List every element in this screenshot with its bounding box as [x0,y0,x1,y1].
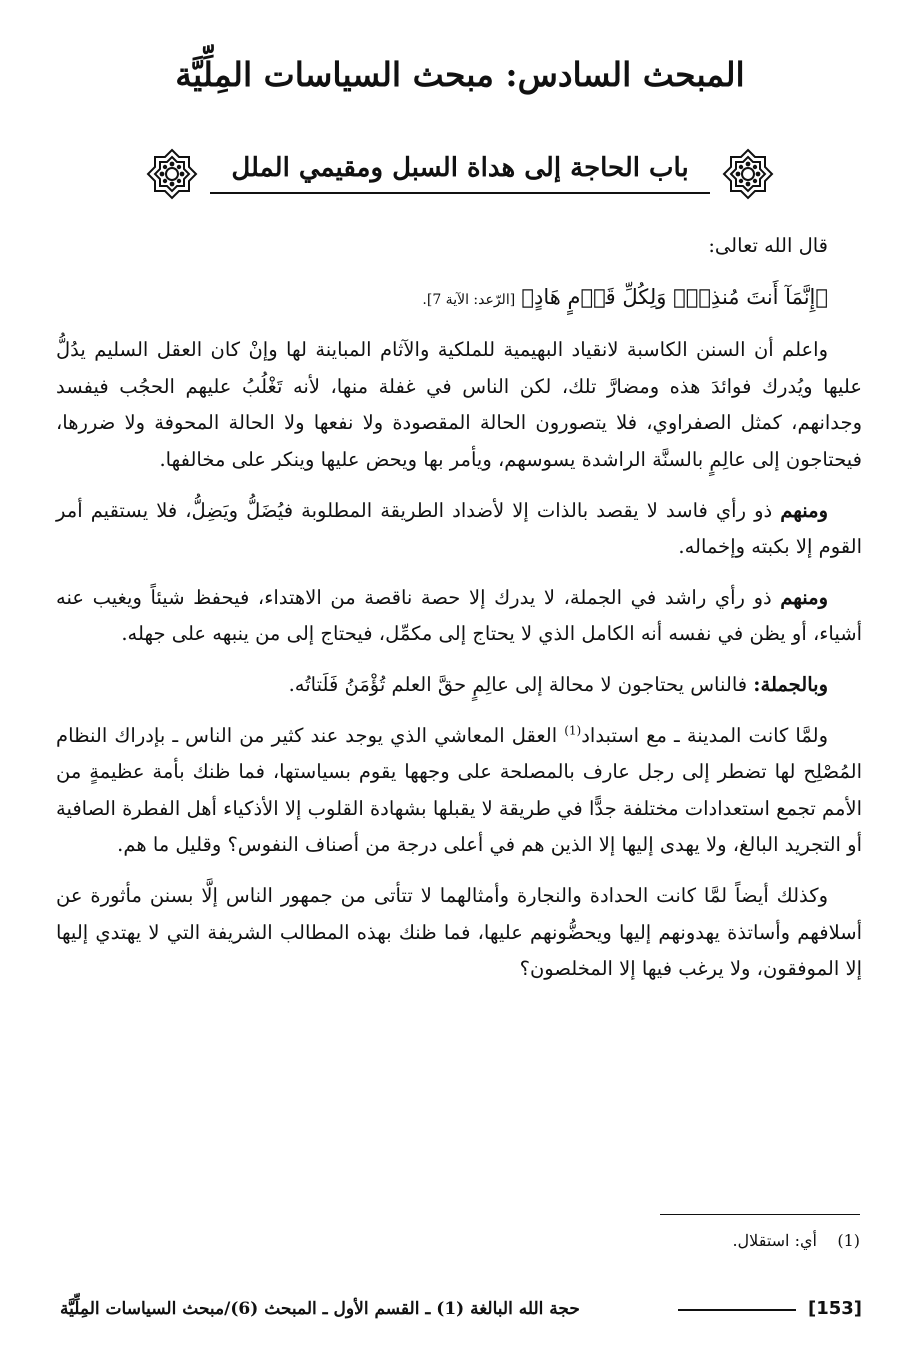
paragraph-crafts: وكذلك أيضاً لمَّا كانت الحدادة والنجارة وأمثالهما لا تتأتى من جمهور الناس إلَّا بسنن مأثورة عن أسلافهم وأساتذة يهدونهم إليها ويحضُّونهم عليها، فما ظنك بهذه المطالب الشريفة التي لا يهتدي إليها إلا الموفقون، ولا يرغب فيها إلا المخلصون؟ [56,883,862,981]
page-footer [60,1292,862,1326]
paragraph-text: فالناس يحتاجون لا محالة إلى عالِمٍ حقَّ العلم تُؤْمَنُ فَلَتاتُه. [288,672,754,696]
body-text [56,228,862,1002]
section-title: باب الحاجة إلى هداة السبل ومقيمي الملل [231,153,689,183]
paragraph-city [56,718,862,864]
quran-verse: ﴿إِنَّمَآ أَنتَ مُنذِرٌۖ وَلِكُلِّ قَوۡمٍ هَادٍ﴾ [521,284,828,309]
running-title: حجة الله البالغة (1) ـ القسم الأول ـ المبحث (6)/مبحث السياسات المِلِّيَّة [60,1299,580,1319]
paragraph-text: ولمَّا كانت المدينة ـ مع استبداد [581,723,828,747]
paragraph-summary [56,667,862,704]
footnote [60,1228,860,1254]
verse-reference: [الرّعد: الآية 7]. [422,291,516,308]
paragraph-sunan: واعلم أن السنن الكاسبة لانقياد البهيمية للملكية والآثام المباينة لها وإنْ كان العقل السليم يدُلُّ عليها ويُدرك فوائدَ هذه ومضارَّ تلك، لكن الناس في غفلة منها، لأنه تَغْلُبُ عليهم الحجُب فيفسد وجدانهم، كمثل الصفراوي، فلا يتصورون الحالة المقصودة ولا نفعها ولا الحالة المحوفة ولا ضررها، فيحتاجون إلى عالِمٍ بالسنَّة الراشدة يسوسهم، ويأمر بها ويحض عليها وينكر على مخالفها. [56,338,862,471]
footnote-separator [660,1214,860,1215]
paragraph-lead-word: ومنهم [780,498,828,522]
footnote-marker[interactable]: (1) [564,723,582,738]
paragraph-text: ذو رأي فاسد لا يقصد بالذات إلا لأضداد الطريقة المطلوبة فيُضَلُّ ويَضِلُّ، فلا يستقيم أمر القوم إلا بكبته وإخماله. [56,498,862,559]
page-number: [153] [807,1298,862,1319]
footer-rule [678,1309,796,1311]
paragraph-corrupt-opinion [56,493,862,566]
star-ornament-icon [146,148,198,200]
paragraph-text: العقل المعاشي الذي يوجد عند كثير من الناس ـ بإدراك النظام المُصْلِح لها تضطر إلى رجل عارف بالمصلحة على وجهها يقوم بسياستها، فما ظنك بأمة عظيمةٍ من الأمم تجمع استعدادات مختلفة جدًّا في طريقة لا يقبلها بشهادة القلوب إلا الأذكياء أهل الفطرة الصافية أو التجريد البالغ، ولا يهدى إليها إلا الذين هم في أعلى درجة من أصناف النفوس؟ وقليل ما هم. [56,723,862,857]
chapter-title: المبحث السادس: مبحث السياسات المِلِّيَّة [175,55,745,94]
star-ornament-icon [722,148,774,200]
paragraph-lead-word: ومنهم [780,585,828,609]
paragraph-lead-word: وبالجملة: [753,672,828,696]
footnote-text: أي: استقلال. [732,1231,817,1250]
section-header [140,142,780,206]
paragraph-text: ذو رأي راشد في الجملة، لا يدرك إلا حصة ناقصة من الاهتداء، فيحفظ شيئاً ويغيب عنه أشياء، أو يظن في نفسه أنه الكامل الذي لا يحتاج إلى مكمِّل، فيحتاج إلى من ينبهه على جهله. [56,585,862,646]
footnote-number: (1) [837,1231,860,1250]
paragraph-sound-opinion [56,580,862,653]
paragraph-intro: قال الله تعالى: [708,234,828,257]
section-underline [210,192,710,194]
paragraph-verse [56,279,862,319]
